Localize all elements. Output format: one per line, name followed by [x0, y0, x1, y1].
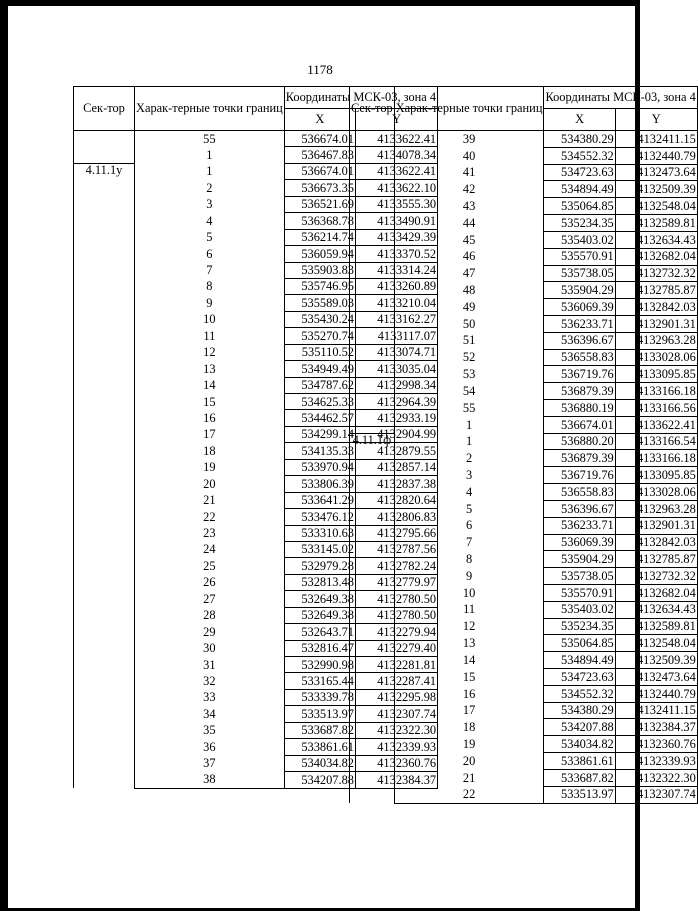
- x-cell: 533861.61: [284, 739, 355, 755]
- x-cell: 535738.05: [544, 568, 615, 585]
- y-cell: 4133162.27: [356, 311, 438, 327]
- point-cell: 18: [394, 719, 544, 736]
- point-cell: 5: [135, 229, 285, 245]
- x-cell: 536558.83: [544, 484, 615, 501]
- y-cell: 4132785.87: [615, 282, 697, 299]
- x-cell: 535403.02: [544, 231, 615, 248]
- point-cell: 13: [394, 635, 544, 652]
- point-cell: 2: [394, 450, 544, 467]
- table-row: [350, 467, 698, 484]
- table-row: [350, 635, 698, 652]
- header-points: Харак-терные точки границ: [135, 87, 285, 131]
- y-cell: 4132360.76: [356, 755, 438, 771]
- table-row: [350, 517, 698, 534]
- point-cell: 11: [394, 601, 544, 618]
- point-cell: 1: [394, 416, 544, 433]
- y-cell: 4132842.03: [615, 299, 697, 316]
- header-x: X: [544, 109, 615, 131]
- y-cell: 4132295.98: [356, 689, 438, 705]
- header-sector: Сек-тор: [74, 87, 135, 131]
- x-cell: 535904.29: [544, 282, 615, 299]
- scan-border-left: [0, 0, 8, 911]
- point-cell: 49: [394, 299, 544, 316]
- x-cell: 533165.44: [284, 673, 355, 689]
- x-cell: 534135.33: [284, 443, 355, 459]
- table-row: [350, 147, 698, 164]
- x-cell: 533806.39: [284, 476, 355, 492]
- y-cell: 4133095.85: [615, 467, 697, 484]
- y-cell: 4132339.93: [615, 753, 697, 770]
- x-cell: 536879.39: [544, 450, 615, 467]
- table-row: [350, 753, 698, 770]
- point-cell: 21: [135, 492, 285, 508]
- y-cell: 4132963.28: [615, 500, 697, 517]
- point-cell: 12: [394, 618, 544, 635]
- y-cell: 4132634.43: [615, 601, 697, 618]
- y-cell: 4132384.37: [615, 719, 697, 736]
- point-cell: 3: [394, 467, 544, 484]
- y-cell: 4132782.24: [356, 558, 438, 574]
- y-cell: 4132787.56: [356, 541, 438, 557]
- y-cell: 4133210.04: [356, 295, 438, 311]
- table-row: [350, 786, 698, 803]
- scan-border-top: [0, 0, 640, 6]
- y-cell: 4133074.71: [356, 344, 438, 360]
- page-number: 1178: [307, 62, 333, 77]
- header-coords: Координаты МСК-03, зона 4: [284, 87, 437, 109]
- point-cell: 26: [135, 574, 285, 590]
- y-cell: 4132820.64: [356, 492, 438, 508]
- table-row: [350, 248, 698, 265]
- header-points: Харак-терные точки границ: [394, 87, 544, 131]
- x-cell: 536069.39: [544, 534, 615, 551]
- y-cell: 4132509.39: [615, 652, 697, 669]
- x-cell: 532816.47: [284, 640, 355, 656]
- point-cell: 18: [135, 443, 285, 459]
- table-row: [350, 484, 698, 501]
- table-row: [350, 769, 698, 786]
- y-cell: 4132281.81: [356, 657, 438, 673]
- point-cell: 47: [394, 265, 544, 282]
- x-cell: 536880.19: [544, 400, 615, 417]
- point-cell: 2: [135, 180, 285, 196]
- y-cell: 4133429.39: [356, 229, 438, 245]
- point-cell: 53: [394, 366, 544, 383]
- point-cell: 3: [135, 196, 285, 212]
- table-row: [350, 231, 698, 248]
- point-cell: 38: [135, 772, 285, 788]
- point-cell: 20: [135, 476, 285, 492]
- x-cell: 534034.82: [544, 736, 615, 753]
- x-cell: 535570.91: [544, 584, 615, 601]
- y-cell: 4132634.43: [615, 231, 697, 248]
- x-cell: 534894.49: [544, 652, 615, 669]
- point-cell: 20: [394, 753, 544, 770]
- x-cell: 535403.02: [544, 601, 615, 618]
- table-row: [350, 215, 698, 232]
- point-cell: 51: [394, 332, 544, 349]
- point-cell: 27: [135, 591, 285, 607]
- table-row: [350, 551, 698, 568]
- x-cell: 536521.69: [284, 196, 355, 212]
- x-cell: 534787.62: [284, 377, 355, 393]
- x-cell: 535738.05: [544, 265, 615, 282]
- x-cell: 534625.33: [284, 394, 355, 410]
- y-cell: 4132279.40: [356, 640, 438, 656]
- point-cell: 33: [135, 689, 285, 705]
- table-row: [350, 181, 698, 198]
- x-cell: 532649.38: [284, 607, 355, 623]
- point-cell: 24: [135, 541, 285, 557]
- point-cell: 29: [135, 624, 285, 640]
- point-cell: 36: [135, 739, 285, 755]
- table-row: [350, 349, 698, 366]
- x-cell: 536368.78: [284, 213, 355, 229]
- x-cell: 533513.97: [284, 706, 355, 722]
- x-cell: 534894.49: [544, 181, 615, 198]
- y-cell: 4132322.30: [615, 769, 697, 786]
- table-row: [350, 416, 698, 433]
- point-cell: 52: [394, 349, 544, 366]
- point-cell: 22: [394, 786, 544, 803]
- y-cell: 4132548.04: [615, 198, 697, 215]
- sector-cell: [74, 131, 135, 164]
- header-coords: Координаты МСК-03, зона 4: [544, 87, 697, 109]
- x-cell: 533687.82: [544, 769, 615, 786]
- point-cell: 9: [394, 568, 544, 585]
- point-cell: 4: [135, 213, 285, 229]
- y-cell: 4133260.89: [356, 278, 438, 294]
- table-row: [350, 669, 698, 686]
- table-row: [350, 164, 698, 181]
- y-cell: 4133095.85: [615, 366, 697, 383]
- y-cell: 4132411.15: [615, 131, 697, 148]
- point-cell: 43: [394, 198, 544, 215]
- point-cell: 14: [135, 377, 285, 393]
- point-cell: 7: [394, 534, 544, 551]
- point-cell: 37: [135, 755, 285, 771]
- x-cell: 535570.91: [544, 248, 615, 265]
- point-cell: 28: [135, 607, 285, 623]
- table-row: [350, 400, 698, 417]
- point-cell: 1: [394, 433, 544, 450]
- x-cell: 534207.88: [284, 772, 355, 788]
- y-cell: 4132279.94: [356, 624, 438, 640]
- x-cell: 535064.85: [544, 198, 615, 215]
- x-cell: 536880.20: [544, 433, 615, 450]
- point-cell: 10: [135, 311, 285, 327]
- point-cell: 15: [394, 669, 544, 686]
- y-cell: 4132785.87: [615, 551, 697, 568]
- y-cell: 4132879.55: [356, 443, 438, 459]
- point-cell: 6: [135, 246, 285, 262]
- x-cell: 536214.74: [284, 229, 355, 245]
- point-cell: 4: [394, 484, 544, 501]
- point-cell: 45: [394, 231, 544, 248]
- x-cell: 534723.63: [544, 164, 615, 181]
- table-row: [350, 702, 698, 719]
- header-sector: Сек-тор: [350, 87, 395, 131]
- x-cell: 534207.88: [544, 719, 615, 736]
- point-cell: 19: [394, 736, 544, 753]
- table-row: [350, 198, 698, 215]
- y-cell: 4132322.30: [356, 722, 438, 738]
- x-cell: 536558.83: [544, 349, 615, 366]
- y-cell: 4132384.37: [356, 772, 438, 788]
- x-cell: 535110.52: [284, 344, 355, 360]
- y-cell: 4132682.04: [615, 248, 697, 265]
- x-cell: 533970.94: [284, 459, 355, 475]
- table-row: [350, 282, 698, 299]
- x-cell: 533310.63: [284, 525, 355, 541]
- x-cell: 533641.29: [284, 492, 355, 508]
- y-cell: 4133622.10: [356, 180, 438, 196]
- point-cell: 14: [394, 652, 544, 669]
- x-cell: 534034.82: [284, 755, 355, 771]
- x-cell: 532979.28: [284, 558, 355, 574]
- table-row: [350, 433, 698, 450]
- y-cell: 4132857.14: [356, 459, 438, 475]
- x-cell: 536719.76: [544, 366, 615, 383]
- x-cell: 536396.67: [544, 500, 615, 517]
- x-cell: 536233.71: [544, 517, 615, 534]
- x-cell: 535234.35: [544, 618, 615, 635]
- table-row: [350, 332, 698, 349]
- point-cell: 8: [135, 278, 285, 294]
- y-cell: 4133028.06: [615, 349, 697, 366]
- x-cell: 536233.71: [544, 315, 615, 332]
- point-cell: 19: [135, 459, 285, 475]
- table-row: [350, 618, 698, 635]
- header-y: Y: [615, 109, 697, 131]
- y-cell: 4132682.04: [615, 584, 697, 601]
- point-cell: 55: [135, 131, 285, 147]
- point-cell: 25: [135, 558, 285, 574]
- y-cell: 4133166.18: [615, 383, 697, 400]
- point-cell: 55: [394, 400, 544, 417]
- point-cell: 1: [135, 147, 285, 163]
- y-cell: 4132795.66: [356, 525, 438, 541]
- y-cell: 4133622.41: [615, 416, 697, 433]
- x-cell: 534380.29: [544, 131, 615, 148]
- y-cell: 4132998.34: [356, 377, 438, 393]
- x-cell: 532990.98: [284, 657, 355, 673]
- x-cell: 533861.61: [544, 753, 615, 770]
- y-cell: 4132901.31: [615, 315, 697, 332]
- point-cell: 44: [394, 215, 544, 232]
- x-cell: 536059.94: [284, 246, 355, 262]
- point-cell: 34: [135, 706, 285, 722]
- y-cell: 4133370.52: [356, 246, 438, 262]
- coordinates-table-right: [349, 86, 698, 804]
- y-cell: 4132732.32: [615, 265, 697, 282]
- y-cell: 4132360.76: [615, 736, 697, 753]
- y-cell: 4132901.31: [615, 517, 697, 534]
- x-cell: 535234.35: [544, 215, 615, 232]
- point-cell: 16: [135, 410, 285, 426]
- table-row: [350, 584, 698, 601]
- point-cell: 35: [135, 722, 285, 738]
- point-cell: 30: [135, 640, 285, 656]
- point-cell: 42: [394, 181, 544, 198]
- y-cell: 4132933.19: [356, 410, 438, 426]
- x-cell: 536719.76: [544, 467, 615, 484]
- x-cell: 536673.35: [284, 180, 355, 196]
- x-cell: 536396.67: [544, 332, 615, 349]
- point-cell: 10: [394, 584, 544, 601]
- x-cell: 532643.71: [284, 624, 355, 640]
- table-row: [350, 601, 698, 618]
- x-cell: 533513.97: [544, 786, 615, 803]
- x-cell: 533145.02: [284, 541, 355, 557]
- y-cell: 4132779.97: [356, 574, 438, 590]
- table-row: [350, 534, 698, 551]
- x-cell: 536674.01: [284, 163, 355, 179]
- y-cell: 4132440.79: [615, 147, 697, 164]
- y-cell: 4133490.91: [356, 213, 438, 229]
- table-row: [350, 265, 698, 282]
- x-cell: 533339.78: [284, 689, 355, 705]
- y-cell: 4133166.56: [615, 400, 697, 417]
- point-cell: 32: [135, 673, 285, 689]
- table-row: [350, 450, 698, 467]
- y-cell: 4132837.38: [356, 476, 438, 492]
- x-cell: 534949.49: [284, 361, 355, 377]
- y-cell: 4132411.15: [615, 702, 697, 719]
- x-cell: 532649.38: [284, 591, 355, 607]
- table-row: [350, 568, 698, 585]
- point-cell: 50: [394, 315, 544, 332]
- y-cell: 4132440.79: [615, 685, 697, 702]
- x-cell: 536467.83: [284, 147, 355, 163]
- x-cell: 536879.39: [544, 383, 615, 400]
- x-cell: 535430.24: [284, 311, 355, 327]
- table-row: [350, 299, 698, 316]
- x-cell: 536674.01: [284, 131, 355, 147]
- point-cell: 54: [394, 383, 544, 400]
- x-cell: 533687.82: [284, 722, 355, 738]
- y-cell: 4133622.41: [356, 163, 438, 179]
- y-cell: 4132732.32: [615, 568, 697, 585]
- point-cell: 17: [135, 426, 285, 442]
- table-row: [350, 719, 698, 736]
- y-cell: 4133117.07: [356, 328, 438, 344]
- sector-cell: 4.11.1у: [74, 163, 135, 788]
- y-cell: 4132307.74: [615, 786, 697, 803]
- y-cell: 4132964.39: [356, 394, 438, 410]
- y-cell: 4133314.24: [356, 262, 438, 278]
- table-row: [350, 685, 698, 702]
- x-cell: 536069.39: [544, 299, 615, 316]
- x-cell: 535746.95: [284, 278, 355, 294]
- table-row: [350, 315, 698, 332]
- table-row: [350, 131, 698, 148]
- y-cell: 4133166.18: [615, 450, 697, 467]
- x-cell: 534723.63: [544, 669, 615, 686]
- x-cell: 535270.74: [284, 328, 355, 344]
- y-cell: 4132307.74: [356, 706, 438, 722]
- x-cell: 536674.01: [544, 416, 615, 433]
- y-cell: 4134078.34: [356, 147, 438, 163]
- y-cell: 4133166.54: [615, 433, 697, 450]
- point-cell: 39: [394, 131, 544, 148]
- y-cell: 4132780.50: [356, 591, 438, 607]
- x-cell: 535904.29: [544, 551, 615, 568]
- point-cell: 1: [135, 163, 285, 179]
- y-cell: 4132548.04: [615, 635, 697, 652]
- point-cell: 16: [394, 685, 544, 702]
- x-cell: 534552.32: [544, 147, 615, 164]
- y-cell: 4133028.06: [615, 484, 697, 501]
- point-cell: 9: [135, 295, 285, 311]
- y-cell: 4132509.39: [615, 181, 697, 198]
- y-cell: 4132339.93: [356, 739, 438, 755]
- point-cell: 12: [135, 344, 285, 360]
- point-cell: 40: [394, 147, 544, 164]
- point-cell: 5: [394, 500, 544, 517]
- y-cell: 4133622.41: [356, 131, 438, 147]
- x-cell: 534380.29: [544, 702, 615, 719]
- point-cell: 23: [135, 525, 285, 541]
- point-cell: 22: [135, 509, 285, 525]
- point-cell: 15: [135, 394, 285, 410]
- sector-cell: [350, 131, 395, 434]
- table-row: [350, 383, 698, 400]
- y-cell: 4132963.28: [615, 332, 697, 349]
- table-row: [350, 366, 698, 383]
- table-row: [350, 736, 698, 753]
- point-cell: 13: [135, 361, 285, 377]
- point-cell: 17: [394, 702, 544, 719]
- x-cell: 534299.14: [284, 426, 355, 442]
- sector-cell: 4.11.1ф: [350, 433, 395, 803]
- y-cell: 4132806.83: [356, 509, 438, 525]
- header-y: Y: [356, 109, 438, 131]
- table-row: [350, 500, 698, 517]
- point-cell: 46: [394, 248, 544, 265]
- x-cell: 535589.03: [284, 295, 355, 311]
- y-cell: 4132473.64: [615, 669, 697, 686]
- y-cell: 4132842.03: [615, 534, 697, 551]
- y-cell: 4132589.81: [615, 618, 697, 635]
- point-cell: 41: [394, 164, 544, 181]
- x-cell: 534552.32: [544, 685, 615, 702]
- y-cell: 4132589.81: [615, 215, 697, 232]
- point-cell: 31: [135, 657, 285, 673]
- y-cell: 4132473.64: [615, 164, 697, 181]
- point-cell: 21: [394, 769, 544, 786]
- point-cell: 6: [394, 517, 544, 534]
- x-cell: 533476.12: [284, 509, 355, 525]
- point-cell: 11: [135, 328, 285, 344]
- point-cell: 48: [394, 282, 544, 299]
- header-x: X: [284, 109, 355, 131]
- x-cell: 535064.85: [544, 635, 615, 652]
- table-row: [350, 652, 698, 669]
- point-cell: 7: [135, 262, 285, 278]
- x-cell: 534462.57: [284, 410, 355, 426]
- y-cell: 4132904.99: [356, 426, 438, 442]
- x-cell: 532813.48: [284, 574, 355, 590]
- x-cell: 535903.83: [284, 262, 355, 278]
- y-cell: 4132287.41: [356, 673, 438, 689]
- point-cell: 8: [394, 551, 544, 568]
- y-cell: 4133035.04: [356, 361, 438, 377]
- y-cell: 4132780.50: [356, 607, 438, 623]
- y-cell: 4133555.30: [356, 196, 438, 212]
